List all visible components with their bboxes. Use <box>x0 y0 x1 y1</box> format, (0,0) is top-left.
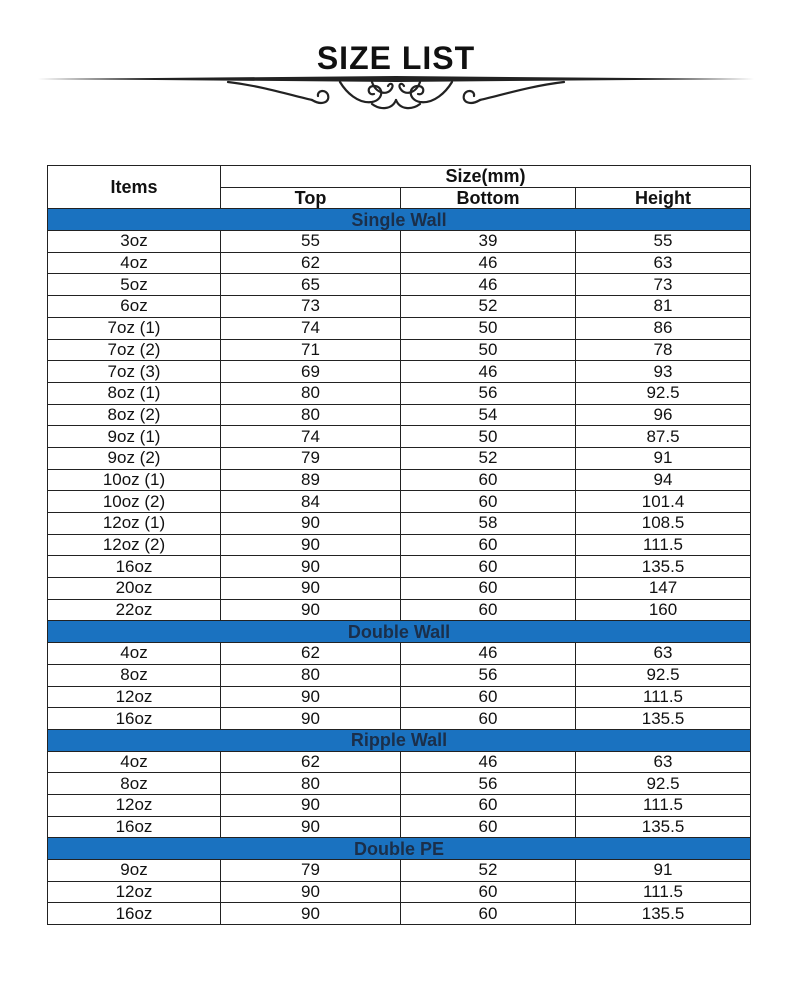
top-cell: 90 <box>221 816 401 838</box>
height-cell: 81 <box>576 296 751 318</box>
item-cell: 9oz (1) <box>48 426 221 448</box>
table-row <box>48 252 751 274</box>
height-cell: 63 <box>576 751 751 773</box>
top-cell: 90 <box>221 708 401 730</box>
height-cell: 135.5 <box>576 708 751 730</box>
height-column-header: Height <box>576 187 751 209</box>
table-row <box>48 534 751 556</box>
bottom-cell: 52 <box>401 447 576 469</box>
bottom-cell: 60 <box>401 491 576 513</box>
top-cell: 80 <box>221 664 401 686</box>
bottom-cell: 56 <box>401 773 576 795</box>
bottom-cell: 58 <box>401 513 576 535</box>
item-cell: 8oz <box>48 664 221 686</box>
item-cell: 8oz <box>48 773 221 795</box>
item-cell: 20oz <box>48 578 221 600</box>
item-cell: 16oz <box>48 816 221 838</box>
item-cell: 5oz <box>48 274 221 296</box>
height-cell: 78 <box>576 339 751 361</box>
table-row <box>48 599 751 621</box>
bottom-cell: 46 <box>401 252 576 274</box>
item-cell: 9oz (2) <box>48 447 221 469</box>
height-cell: 87.5 <box>576 426 751 448</box>
top-cell: 84 <box>221 491 401 513</box>
section-title: Single Wall <box>48 209 751 231</box>
top-cell: 90 <box>221 599 401 621</box>
height-cell: 63 <box>576 252 751 274</box>
height-cell: 101.4 <box>576 491 751 513</box>
item-cell: 16oz <box>48 556 221 578</box>
top-cell: 80 <box>221 404 401 426</box>
item-cell: 12oz (2) <box>48 534 221 556</box>
top-cell: 71 <box>221 339 401 361</box>
height-cell: 63 <box>576 643 751 665</box>
height-cell: 111.5 <box>576 881 751 903</box>
item-cell: 4oz <box>48 751 221 773</box>
bottom-cell: 56 <box>401 664 576 686</box>
table-row <box>48 794 751 816</box>
table-row <box>48 382 751 404</box>
height-cell: 91 <box>576 860 751 882</box>
item-cell: 9oz <box>48 860 221 882</box>
top-cell: 80 <box>221 773 401 795</box>
item-cell: 12oz <box>48 686 221 708</box>
section-title: Double Wall <box>48 621 751 643</box>
table-row <box>48 426 751 448</box>
table-row <box>48 317 751 339</box>
table-row <box>48 491 751 513</box>
bottom-cell: 50 <box>401 317 576 339</box>
item-cell: 16oz <box>48 903 221 925</box>
height-cell: 111.5 <box>576 794 751 816</box>
bottom-cell: 60 <box>401 708 576 730</box>
bottom-column-header: Bottom <box>401 187 576 209</box>
table-body <box>48 209 751 925</box>
item-cell: 10oz (1) <box>48 469 221 491</box>
top-cell: 90 <box>221 686 401 708</box>
height-cell: 96 <box>576 404 751 426</box>
table-row <box>48 751 751 773</box>
title-block <box>0 0 792 140</box>
height-cell: 93 <box>576 361 751 383</box>
table-row <box>48 708 751 730</box>
bottom-cell: 60 <box>401 881 576 903</box>
height-cell: 147 <box>576 578 751 600</box>
table-row <box>48 816 751 838</box>
item-cell: 8oz (2) <box>48 404 221 426</box>
table-row <box>48 469 751 491</box>
table-row <box>48 447 751 469</box>
table-row <box>48 361 751 383</box>
bottom-cell: 60 <box>401 578 576 600</box>
height-cell: 135.5 <box>576 816 751 838</box>
height-cell: 92.5 <box>576 773 751 795</box>
item-cell: 6oz <box>48 296 221 318</box>
bottom-cell: 54 <box>401 404 576 426</box>
section-title: Double PE <box>48 838 751 860</box>
table-row <box>48 903 751 925</box>
height-cell: 135.5 <box>576 903 751 925</box>
bottom-cell: 60 <box>401 903 576 925</box>
item-cell: 4oz <box>48 252 221 274</box>
table-row <box>48 686 751 708</box>
bottom-cell: 46 <box>401 643 576 665</box>
table-row <box>48 404 751 426</box>
item-cell: 7oz (2) <box>48 339 221 361</box>
item-cell: 7oz (3) <box>48 361 221 383</box>
bottom-cell: 39 <box>401 231 576 253</box>
table-row <box>48 513 751 535</box>
section-header-row <box>48 729 751 751</box>
top-cell: 65 <box>221 274 401 296</box>
top-cell: 79 <box>221 860 401 882</box>
table-row <box>48 881 751 903</box>
top-cell: 73 <box>221 296 401 318</box>
top-cell: 55 <box>221 231 401 253</box>
item-cell: 16oz <box>48 708 221 730</box>
table-row <box>48 296 751 318</box>
bottom-cell: 60 <box>401 556 576 578</box>
height-cell: 73 <box>576 274 751 296</box>
items-header: Items <box>48 166 221 209</box>
height-cell: 86 <box>576 317 751 339</box>
item-cell: 7oz (1) <box>48 317 221 339</box>
table-row <box>48 274 751 296</box>
item-cell: 12oz (1) <box>48 513 221 535</box>
top-cell: 90 <box>221 556 401 578</box>
top-cell: 90 <box>221 881 401 903</box>
section-header-row <box>48 838 751 860</box>
table-row <box>48 664 751 686</box>
height-cell: 94 <box>576 469 751 491</box>
height-cell: 92.5 <box>576 382 751 404</box>
bottom-cell: 46 <box>401 274 576 296</box>
top-cell: 62 <box>221 252 401 274</box>
table-row <box>48 556 751 578</box>
bottom-cell: 46 <box>401 361 576 383</box>
top-cell: 74 <box>221 426 401 448</box>
item-cell: 4oz <box>48 643 221 665</box>
top-cell: 90 <box>221 903 401 925</box>
top-cell: 62 <box>221 643 401 665</box>
top-cell: 90 <box>221 534 401 556</box>
top-cell: 90 <box>221 513 401 535</box>
table-row <box>48 231 751 253</box>
table-row <box>48 860 751 882</box>
top-cell: 69 <box>221 361 401 383</box>
top-cell: 80 <box>221 382 401 404</box>
section-header-row <box>48 209 751 231</box>
bottom-cell: 60 <box>401 599 576 621</box>
top-column-header: Top <box>221 187 401 209</box>
top-cell: 62 <box>221 751 401 773</box>
height-cell: 108.5 <box>576 513 751 535</box>
bottom-cell: 46 <box>401 751 576 773</box>
height-cell: 111.5 <box>576 534 751 556</box>
top-cell: 74 <box>221 317 401 339</box>
bottom-cell: 52 <box>401 860 576 882</box>
bottom-cell: 52 <box>401 296 576 318</box>
top-cell: 79 <box>221 447 401 469</box>
size-table <box>47 165 751 925</box>
item-cell: 12oz <box>48 794 221 816</box>
size-group-header: Size(mm) <box>221 166 751 188</box>
item-cell: 10oz (2) <box>48 491 221 513</box>
table-row <box>48 643 751 665</box>
height-cell: 92.5 <box>576 664 751 686</box>
top-cell: 89 <box>221 469 401 491</box>
section-title: Ripple Wall <box>48 729 751 751</box>
top-cell: 90 <box>221 578 401 600</box>
height-cell: 91 <box>576 447 751 469</box>
bottom-cell: 60 <box>401 794 576 816</box>
bottom-cell: 56 <box>401 382 576 404</box>
top-cell: 90 <box>221 794 401 816</box>
section-header-row <box>48 621 751 643</box>
page-title: SIZE LIST <box>316 40 476 76</box>
bottom-cell: 50 <box>401 339 576 361</box>
height-cell: 111.5 <box>576 686 751 708</box>
item-cell: 12oz <box>48 881 221 903</box>
table-row <box>48 578 751 600</box>
bottom-cell: 50 <box>401 426 576 448</box>
bottom-cell: 60 <box>401 816 576 838</box>
height-cell: 135.5 <box>576 556 751 578</box>
table-row <box>48 773 751 795</box>
item-cell: 22oz <box>48 599 221 621</box>
bottom-cell: 60 <box>401 534 576 556</box>
item-cell: 8oz (1) <box>48 382 221 404</box>
item-cell: 3oz <box>48 231 221 253</box>
bottom-cell: 60 <box>401 686 576 708</box>
height-cell: 55 <box>576 231 751 253</box>
header-row-1 <box>48 166 751 188</box>
height-cell: 160 <box>576 599 751 621</box>
table-row <box>48 339 751 361</box>
bottom-cell: 60 <box>401 469 576 491</box>
